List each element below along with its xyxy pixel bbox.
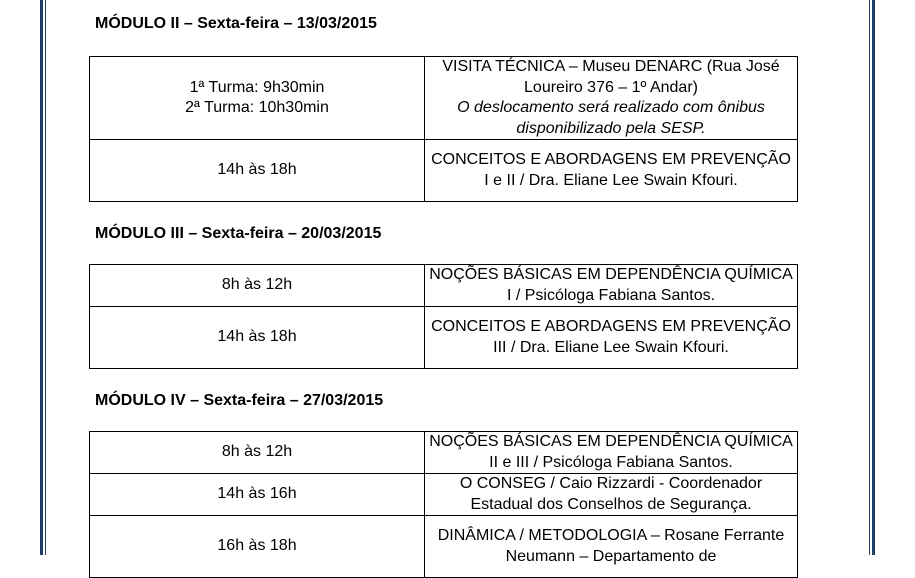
module-iii-schedule-table <box>89 264 798 369</box>
page-border-right <box>872 0 875 555</box>
activity-cell <box>425 140 798 202</box>
activity-cell <box>425 265 798 307</box>
table-row <box>90 307 798 369</box>
time-line: 8h às 12h <box>221 443 293 461</box>
table-row <box>90 432 798 474</box>
time-line: 8h às 12h <box>221 276 293 294</box>
module-ii-schedule-table <box>89 56 798 202</box>
page-border-left <box>40 0 43 555</box>
table-row <box>90 265 798 307</box>
activity-cell <box>425 57 798 140</box>
module-iv-heading: MÓDULO IV – Sexta-feira – 27/03/2015 <box>95 392 384 409</box>
time-line: 14h às 18h <box>217 161 297 179</box>
page-border-right-inner <box>869 0 870 555</box>
activity-text: O CONSEG / Caio Rizzardi - Coordenador Estadual dos Conselhos de Segurança. <box>459 475 763 513</box>
time-cell <box>90 140 425 202</box>
module-iii-heading: MÓDULO III – Sexta-feira – 20/03/2015 <box>95 225 382 242</box>
table-row <box>90 140 798 202</box>
activity-text: NOÇÕES BÁSICAS EM DEPENDÊNCIA QUÍMICA II e III / Psicóloga Fabiana Santos. <box>429 433 793 471</box>
time-cell <box>90 516 425 578</box>
time-line: 16h às 18h <box>217 537 297 555</box>
table-row <box>90 474 798 516</box>
time-line: 14h às 18h <box>217 328 297 346</box>
page-border-left-inner <box>45 0 46 555</box>
time-line: 1ª Turma: 9h30min <box>189 78 325 96</box>
time-line: 14h às 16h <box>217 485 297 503</box>
table-row <box>90 57 798 140</box>
activity-note: O deslocamento será realizado com ônibus disponibilizado pela SESP. <box>457 99 765 137</box>
time-cell <box>90 57 425 140</box>
activity-text: CONCEITOS E ABORDAGENS EM PREVENÇÃO III / Dra. Eliane Lee Swain Kfouri. <box>431 318 791 356</box>
activity-text: VISITA TÉCNICA – Museu DENARC (Rua José Loureiro 376 – 1º Andar) <box>442 58 780 96</box>
module-ii-heading: MÓDULO II – Sexta-feira – 13/03/2015 <box>95 15 377 32</box>
time-cell <box>90 474 425 516</box>
activity-cell <box>425 432 798 474</box>
activity-cell <box>425 474 798 516</box>
module-iv-schedule-table <box>89 431 798 578</box>
activity-cell <box>425 307 798 369</box>
activity-text: DINÂMICA / METODOLOGIA – Rosane Ferrante Neumann – Departamento de <box>437 527 785 565</box>
activity-cell <box>425 516 798 578</box>
activity-text: NOÇÕES BÁSICAS EM DEPENDÊNCIA QUÍMICA I / Psicóloga Fabiana Santos. <box>429 266 793 304</box>
activity-text: CONCEITOS E ABORDAGENS EM PREVENÇÃO I e II / Dra. Eliane Lee Swain Kfouri. <box>431 151 791 189</box>
table-row <box>90 516 798 578</box>
time-cell <box>90 432 425 474</box>
time-cell <box>90 307 425 369</box>
time-cell <box>90 265 425 307</box>
time-line: 2ª Turma: 10h30min <box>185 99 329 116</box>
